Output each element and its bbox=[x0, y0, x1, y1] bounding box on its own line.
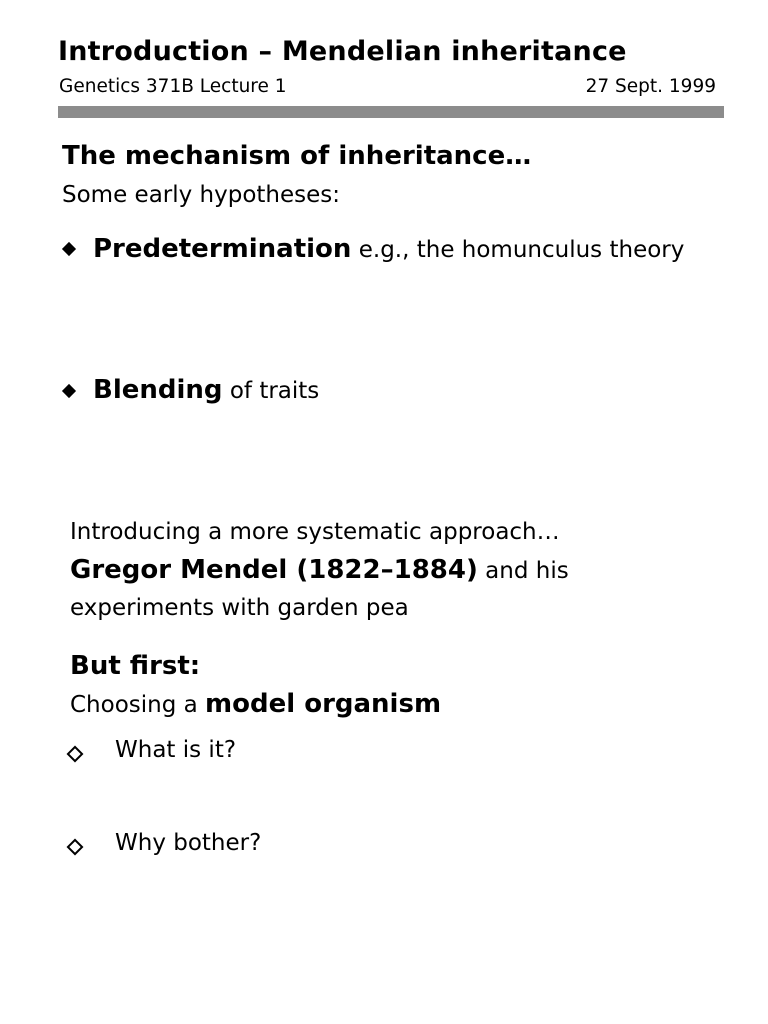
course-label: Genetics 371B Lecture 1 bbox=[59, 76, 287, 97]
model-organism-line bbox=[70, 689, 441, 719]
but-first-heading: But first: bbox=[70, 651, 201, 681]
bullet-predetermination bbox=[93, 234, 684, 264]
hollow-diamond-bullet-icon bbox=[67, 746, 84, 763]
mendel-line bbox=[70, 555, 569, 585]
bullet-term: Predetermination bbox=[93, 234, 352, 264]
bullet-term: Blending bbox=[93, 375, 223, 405]
section-heading: The mechanism of inheritance… bbox=[62, 141, 532, 171]
section-intro: Some early hypotheses: bbox=[62, 182, 341, 208]
choosing-text: Choosing a bbox=[70, 692, 206, 718]
bullet-text: e.g., the homunculus theory bbox=[351, 237, 685, 263]
question-item: Why bother? bbox=[115, 830, 262, 856]
bullet-text: of traits bbox=[222, 378, 320, 404]
hollow-diamond-bullet-icon bbox=[67, 839, 84, 856]
page-title: Introduction – Mendelian inheritance bbox=[58, 36, 627, 67]
approach-intro: Introducing a more systematic approach… bbox=[70, 519, 560, 545]
model-organism-term: model organism bbox=[205, 689, 442, 719]
date-label: 27 Sept. 1999 bbox=[585, 76, 716, 97]
solid-diamond-bullet-icon bbox=[62, 242, 76, 256]
mendel-experiments: experiments with garden pea bbox=[70, 595, 409, 621]
mendel-rest: and his bbox=[477, 558, 569, 584]
solid-diamond-bullet-icon bbox=[62, 384, 76, 398]
header-divider bbox=[58, 106, 724, 118]
question-item: What is it? bbox=[115, 737, 237, 763]
mendel-name: Gregor Mendel (1822–1884) bbox=[70, 555, 478, 585]
bullet-blending bbox=[93, 375, 319, 405]
